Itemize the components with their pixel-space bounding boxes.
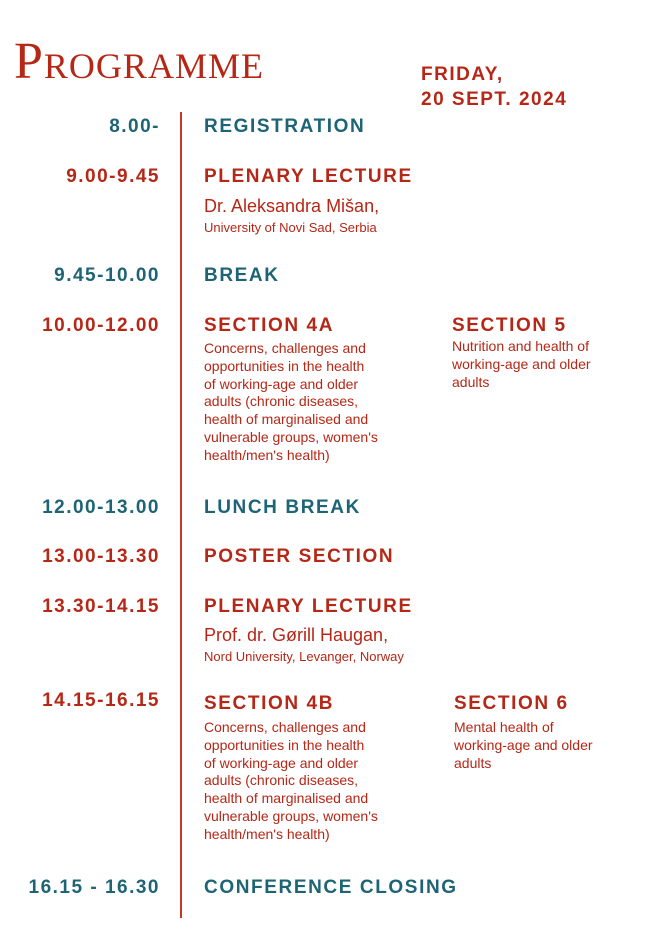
section-6-title: SECTION 6 [454, 693, 569, 714]
timeline-divider [180, 112, 182, 918]
closing-title: CONFERENCE CLOSING [204, 877, 458, 898]
plenary2-time: 13.30-14.15 [42, 596, 160, 617]
section-4a-title: SECTION 4A [204, 315, 335, 336]
lunch-title: LUNCH BREAK [204, 497, 361, 518]
section-5-description: Nutrition and health of working-age and older adults [452, 338, 591, 390]
section-4b-title: SECTION 4B [204, 693, 335, 714]
poster-time: 13.00-13.30 [42, 546, 160, 567]
date-full: 20 SEPT. 2024 [421, 89, 568, 110]
plenary2-title: PLENARY LECTURE [204, 596, 413, 617]
plenary1-speaker: Dr. Aleksandra Mišan, [204, 196, 380, 216]
break-title: BREAK [204, 265, 280, 286]
event-date [421, 62, 567, 112]
section-6-description: Mental health of working-age and older adults [454, 719, 593, 771]
sections-morning-time: 10.00-12.00 [42, 315, 160, 336]
page-title: Programme [14, 33, 264, 90]
section-4b-description: Concerns, challenges and opportunities in the health of working-age and older adults (chronic diseases, health of marginalised and vulnerable groups, women's health/men's health) [204, 719, 378, 842]
closing-time: 16.15 - 16.30 [28, 877, 160, 898]
plenary1-title: PLENARY LECTURE [204, 166, 413, 187]
registration-time: 8.00- [109, 116, 160, 137]
section-5-title: SECTION 5 [452, 315, 567, 336]
poster-title: POSTER SECTION [204, 546, 395, 567]
date-day: FRIDAY, [421, 64, 504, 85]
break-time: 9.45-10.00 [54, 265, 160, 286]
plenary1-affiliation: University of Novi Sad, Serbia [204, 220, 377, 235]
plenary2-affiliation: Nord University, Levanger, Norway [204, 649, 404, 664]
plenary2-speaker: Prof. dr. Gørill Haugan, [204, 625, 389, 645]
lunch-time: 12.00-13.00 [42, 497, 160, 518]
plenary1-time: 9.00-9.45 [66, 166, 160, 187]
registration-title: REGISTRATION [204, 116, 366, 137]
section-4a-description: Concerns, challenges and opportunities in the health of working-age and older adults (chronic diseases, health of marginalised and vulnerable groups, women's health/men's health) [204, 340, 378, 463]
sections-afternoon-time: 14.15-16.15 [42, 690, 160, 711]
